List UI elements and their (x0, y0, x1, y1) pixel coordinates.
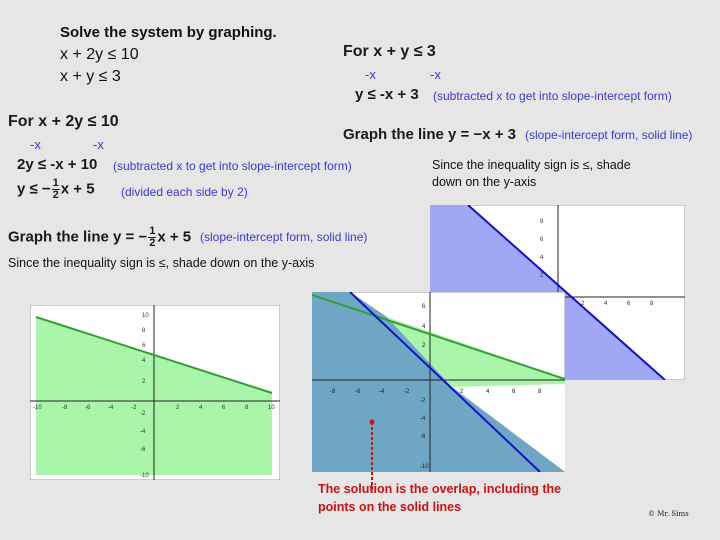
left-graph-prefix: Graph the line y = − (8, 228, 148, 246)
tick-label: 8 (650, 301, 654, 307)
right-title: For x + y ≤ 3 (343, 43, 436, 60)
tick-label: 2 (540, 273, 544, 279)
equation-1: x + 2y ≤ 10 (60, 46, 139, 63)
tick-label: 2 (176, 405, 180, 411)
problem-heading: Solve the system by graphing. (60, 24, 277, 41)
tick-label: 10 (142, 313, 149, 319)
fraction-denominator: 2 (149, 237, 156, 249)
tick-label: -10 (420, 464, 429, 470)
tick-label: -6 (140, 447, 146, 453)
tick-label: 2 (422, 343, 426, 349)
left-title: For x + 2y ≤ 10 (8, 113, 119, 130)
fraction-denominator: 2 (52, 189, 59, 201)
tick-label: 6 (142, 343, 146, 349)
equation-2: x + y ≤ 3 (60, 68, 121, 85)
right-graph-note: (slope-intercept form, solid line) (525, 128, 693, 142)
tick-label: 6 (222, 405, 226, 411)
tick-label: -10 (140, 473, 149, 479)
left-graph-fraction (148, 226, 156, 249)
tick-label: 4 (422, 324, 426, 330)
tick-label: 4 (604, 301, 608, 307)
credit: © Mr. Sims (648, 510, 689, 518)
tick-label: -2 (404, 389, 410, 395)
solution-text: The solution is the overlap, including the points on the solid lines (318, 482, 562, 514)
tick-label: -8 (62, 405, 68, 411)
tick-label: -4 (108, 405, 114, 411)
tick-label: 8 (538, 389, 542, 395)
left-shade-text: Since the inequality sign is ≤, shade down on the y-axis (8, 256, 315, 270)
left-step2 (17, 178, 95, 201)
right-graph-line (343, 126, 516, 143)
tick-label: -10 (33, 405, 42, 411)
tick-label: 2 (460, 389, 464, 395)
tick-label: 8 (540, 219, 544, 225)
tick-label: 6 (540, 237, 544, 243)
right-result-note: (subtracted x to get into slope-intercept form) (433, 89, 672, 103)
tick-label: -2 (140, 411, 146, 417)
graph-green (30, 305, 280, 480)
tick-label: 4 (142, 358, 146, 364)
right-result: y ≤ -x + 3 (355, 86, 419, 103)
tick-label: 6 (512, 389, 516, 395)
graph-overlap (312, 292, 565, 472)
left-step1: 2y ≤ -x + 10 (17, 156, 98, 173)
left-step2-note: (divided each side by 2) (121, 185, 248, 199)
right-graph-prefix: Graph the line y = −x + 3 (343, 126, 516, 143)
left-step2-fraction (52, 178, 60, 201)
problem-block (60, 22, 277, 88)
left-sub-x2: -x (93, 137, 104, 152)
tick-label: 10 (268, 405, 275, 411)
tick-label: 4 (199, 405, 203, 411)
tick-label: -6 (420, 434, 426, 440)
tick-label: -4 (379, 389, 385, 395)
left-graph-suffix: x + 5 (157, 228, 192, 246)
tick-label: 2 (142, 379, 146, 385)
tick-label: 6 (422, 304, 426, 310)
tick-label: -6 (85, 405, 91, 411)
tick-label: 8 (142, 328, 146, 334)
tick-label: 6 (627, 301, 631, 307)
tick-label: 8 (245, 405, 249, 411)
left-graph-note: (slope-intercept form, solid line) (200, 230, 368, 244)
left-step2-suffix: x + 5 (60, 180, 95, 198)
tick-label: 2 (581, 301, 585, 307)
right-sub-x1: -x (365, 67, 376, 82)
left-sub-x1: -x (30, 137, 41, 152)
left-step1-note: (subtracted x to get into slope-intercept form) (113, 159, 352, 173)
tick-label: 4 (486, 389, 490, 395)
right-sub-x2: -x (430, 67, 441, 82)
tick-label: -6 (355, 389, 361, 395)
tick-label: -4 (140, 429, 146, 435)
fraction-numerator: 1 (149, 225, 156, 237)
tick-label: -2 (420, 398, 426, 404)
tick-label: 4 (540, 255, 544, 261)
right-shade-text: Since the inequality sign is ≤, shade down on the y-axis (432, 158, 631, 189)
tick-label: -2 (131, 405, 137, 411)
tick-label: -4 (420, 416, 426, 422)
tick-label: -8 (330, 389, 336, 395)
fraction-numerator: 1 (52, 177, 59, 189)
left-graph-line (8, 226, 191, 249)
left-step2-prefix: y ≤ − (17, 180, 51, 198)
